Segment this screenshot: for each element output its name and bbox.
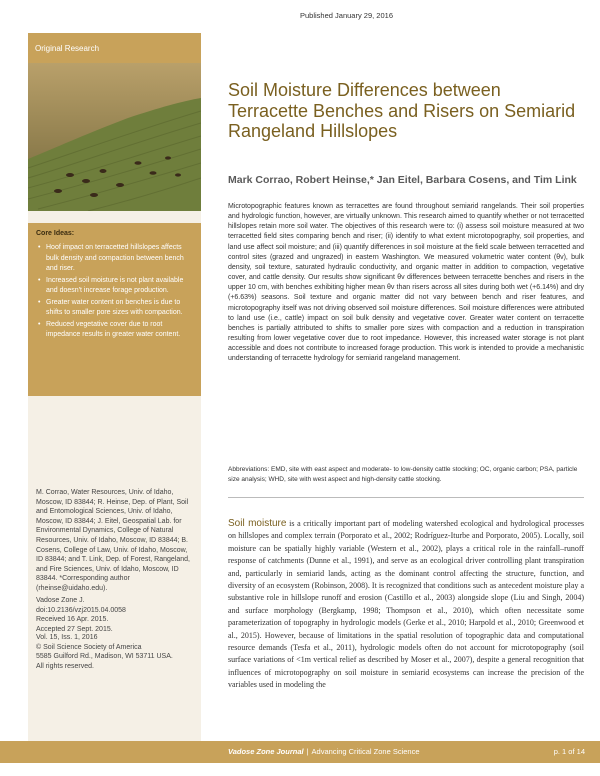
accepted-date: Accepted 27 Sept. 2015.	[36, 625, 113, 633]
page-footer	[0, 741, 600, 763]
publisher-address: 5585 Guilford Rd., Madison, WI 53711 USA.	[36, 653, 173, 661]
body-paragraph	[228, 518, 584, 692]
abbreviations: Abbreviations: EMD, site with east aspect and moderate- to low-density cattle stocking; OC, organic carbon; PSA, particle size analysis; WHD, site with west aspect and high-density cattle stocking.	[228, 466, 578, 483]
received-date: Received 16 Apr. 2015.	[36, 616, 109, 624]
section-label: Original Research	[35, 44, 100, 53]
volume-issue: Vol. 15, Iss. 1, 2016	[36, 634, 98, 641]
footer-tagline: Advancing Critical Zone Science	[311, 747, 420, 756]
rights-statement: All rights reserved.	[36, 662, 94, 670]
sidebar	[28, 33, 201, 741]
section-divider	[228, 497, 584, 498]
core-ideas-list	[28, 243, 201, 342]
hillside-cattle-photo	[28, 63, 201, 211]
journal-abbrev: Vadose Zone J.	[36, 597, 85, 604]
author-list: Mark Corrao, Robert Heinse,* Jan Eitel, Barbara Cosens, and Tim Link	[228, 174, 577, 186]
publication-date: Published January 29, 2016	[300, 11, 393, 20]
core-idea: • Reduced vegetative cover due to root impedance results in greater water content.	[38, 320, 196, 341]
article-title: Soil Moisture Differences between Terracette Benches and Risers on Semiarid Rangeland Hillslopes	[228, 80, 576, 142]
footer-journal-name: Vadose Zone Journal	[228, 747, 304, 756]
core-ideas-box	[28, 223, 201, 396]
core-idea: • Hoof impact on terracetted hillslopes affects bulk density and compaction between bench and riser.	[38, 243, 196, 275]
copyright-holder: © Soil Science Society of America	[36, 643, 142, 651]
body-lead-phrase: Soil moisture	[228, 518, 287, 529]
copyright-block	[36, 633, 196, 671]
abstract: Microtopographic features known as terracettes are found throughout semiarid rangelands. Their soil properties and hydrologic function, however, are virtually unknown. This research aimed to quantify whether or not terracetted hillslopes retain more soil water. The objectives of this research were to: (i) assess soil moisture measured at two terracetted field sites comparing bench and riser; (ii) identify to what extent microtopography, soil properties, and land use affect soil moisture; and (iii) quantify differences in soil moisture at the field scale between terracetted and control sites (grazed and ungrazed) in eastern Washington. We measured volumetric water content (θv), bulk density, soil texture, saturated hydraulic conductivity, and organic matter in addition to compaction, vegetative cover, and cattle density. Our results show significant θv differences between terracette benches and risers in the upper 10 cm, with benches exhibiting higher mean θv than risers across all sites during both wet (+6.14%) and dry (+6.63%) seasons. Soil texture and organic matter did not vary between bench and riser features, and microtopography itself was not driving observed soil moisture differences. Soil moisture differences were attributed to land use (i.e., cattle) impact on soil bulk density and vegetative cover. Greater water content on terracette benches is partially attributed to shifts to smaller pore sizes with compaction and a reduction in transpiration resulting from lower vegetative cover due to root impedance. However, this increased water storage is not plant accessible and does not contribute to increased forage production. This work is intended to provide a mechanistic understanding of terracette hydrology for semiarid rangeland management.	[228, 203, 584, 363]
core-idea: • Increased soil moisture is not plant available and doesn't increase forage production.	[38, 276, 196, 297]
hillside-photo-graphic	[28, 63, 201, 211]
section-header	[28, 33, 201, 63]
body-text: is a critically important part of modeling watershed ecological and hydrological processes on hillslopes and complex terrain (Porporato et al., 2002; Rodríguez-Iturbe and Porporato, 2005). Locally, soil moisture can be spatially highly variable (Western et al., 2002), plays a critical role in the rainfall–runoff response of catchments (Dunne et al., 1991), and serve as an ecological driver controlling plant transpiration and, particularly in semiarid lands, acting as the dominant control affecting the structure, function, and diversity of an ecosystem (Robinson, 2008). It is recognized that conditions such as antecedent moisture play a substantive role in hillslope runoff and erosion (Castillo et al., 2003) alongside slope (Liu and Singh, 2004) and surface morphology (Bergkamp, 1998; Thompson et al., 2010), which often necessitate some parameterization of topography in hydrologic models (Gerke et al., 2010; Harpold et al., 2010; Greenwood et al., 2015). However, because of limitations in the spatial resolution of topographic data and computational resource demands (Tesfa et al., 2011), hydrologic models often do not account for microtopography (soil surface variations of <1m vertical relief as described by Moser et al., 2007), despite a general recognition that influences of microtopography on soil moisture in semiarid ecosystems can increase the precision of the variables used in modeling the	[228, 519, 584, 690]
article-dates	[36, 596, 196, 634]
footer-separator: |	[306, 747, 309, 756]
page-number: p. 1 of 14	[553, 747, 585, 756]
core-ideas-title: Core Ideas:	[36, 230, 75, 237]
core-idea: • Greater water content on benches is due to shifts to smaller pore sizes with compaction.	[38, 298, 196, 319]
footer-text	[228, 747, 420, 756]
author-affiliations: M. Corrao, Water Resources, Univ. of Idaho, Moscow, ID 83844; R. Heinse, Dep. of Plant, Soil and Entomological Sciences, Univ. of Idaho, Moscow, ID 83844; J. Eitel, Geospatial Lab. for Environmental Dynamics, College of Natural Resources, Univ. of Idaho, Moscow, ID 83844; B. Cosens, College of Law, Univ. of Idaho, Moscow, ID 83844; and T. Link, Dep. of Forest, Rangeland, and Fire Sciences, Univ. of Idaho, Moscow, ID 83844. *Corresponding author (rheinse@uidaho.edu).	[36, 489, 190, 592]
doi: doi:10.2136/vzj2015.04.0058	[36, 606, 126, 614]
